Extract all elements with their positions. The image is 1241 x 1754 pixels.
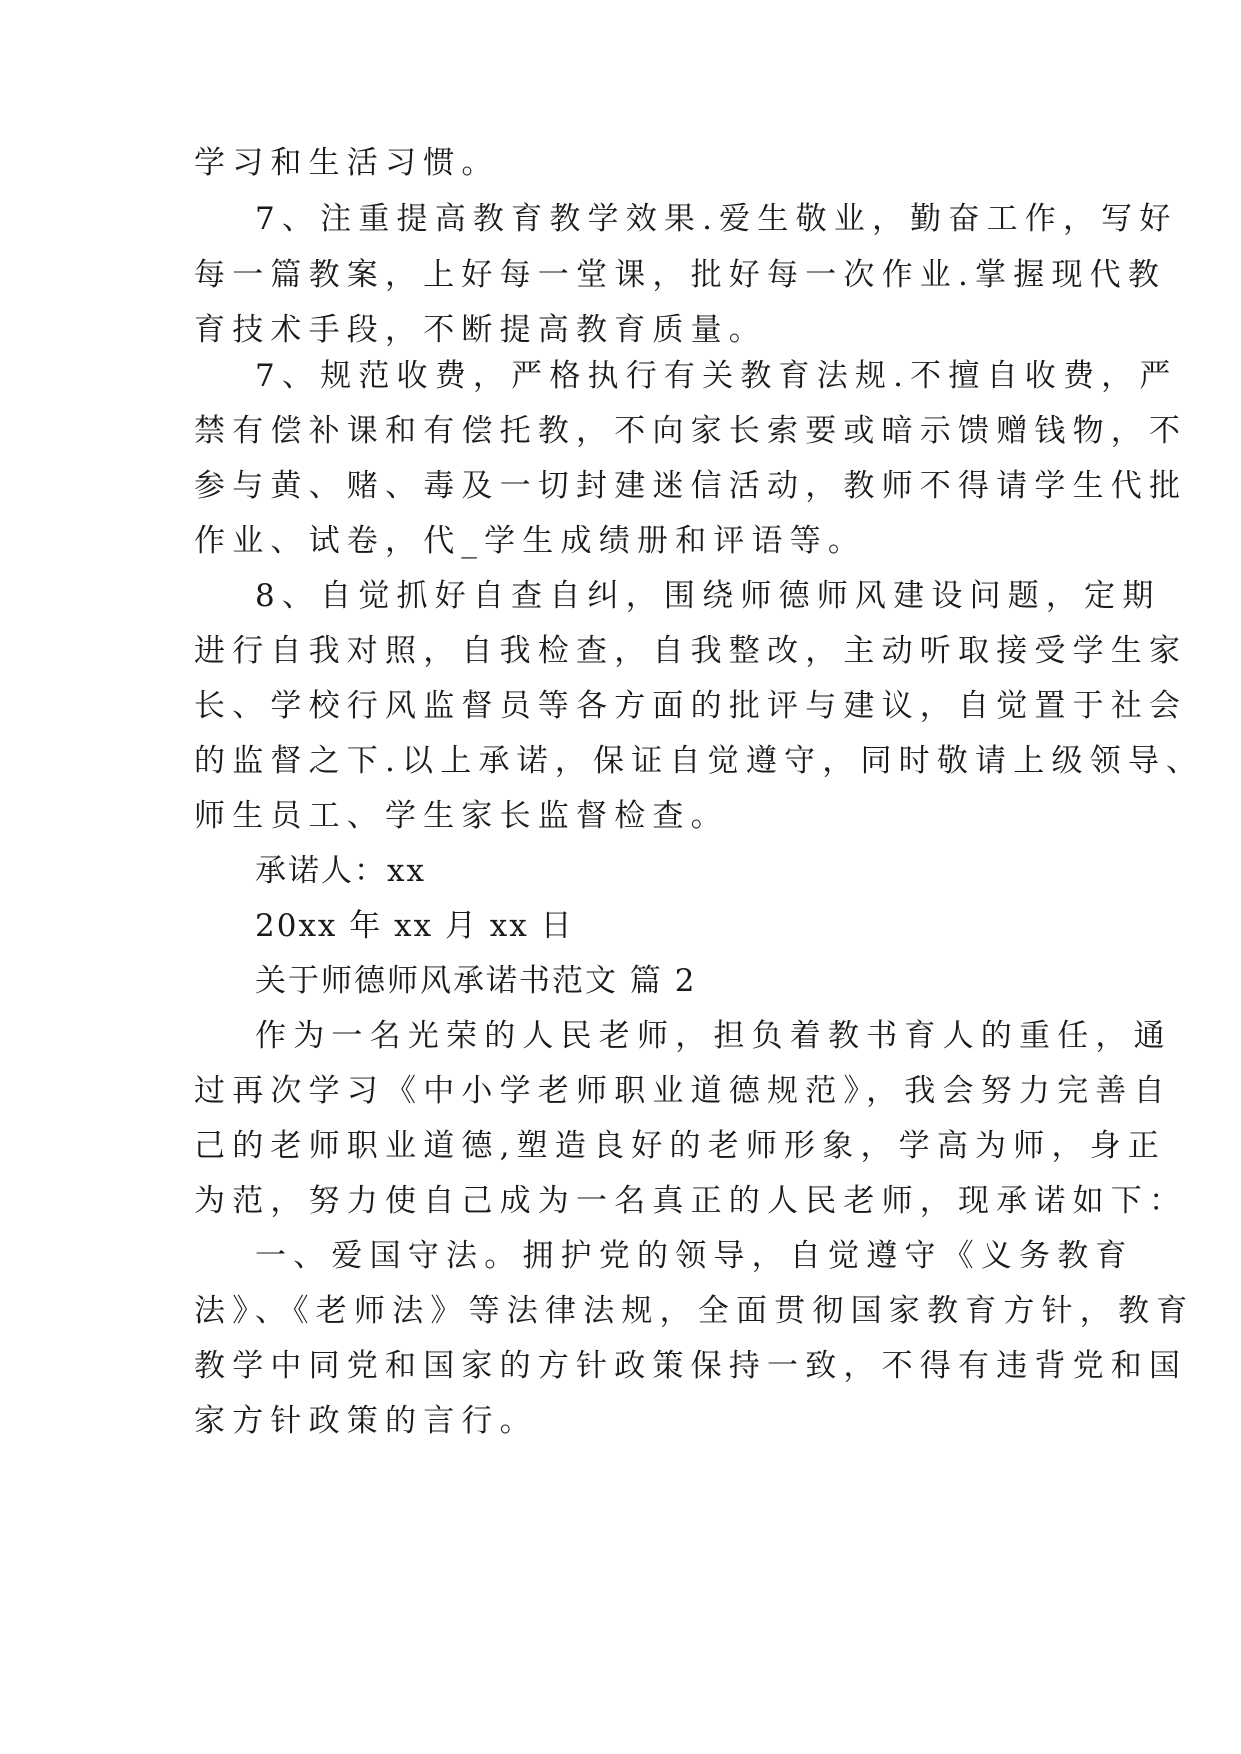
section-heading: 关于师德师风承诺书范文 篇 2 [255, 963, 697, 999]
text-line: 进行自我对照，自我检查，自我整改，主动听取接受学生家 [194, 633, 1188, 669]
date-line: 20xx 年 xx 月 xx 日 [255, 908, 574, 944]
signer-line: 承诺人：xx [255, 853, 426, 889]
text-line: 育技术手段，不断提高教育质量。 [194, 312, 767, 348]
text-line: 己的老师职业道德,塑造良好的老师形象，学高为师，身正 [194, 1128, 1167, 1164]
text-line: 长、学校行风监督员等各方面的批评与建议，自觉置于社会 [194, 688, 1188, 724]
text-line: 过再次学习《中小学老师职业道德规范》，我会努力完善自 [194, 1073, 1172, 1109]
text-line: 师生员工、学生家长监督检查。 [194, 798, 729, 834]
text-line: 教学中同党和国家的方针政策保持一致，不得有违背党和国 [194, 1348, 1188, 1384]
text-line: 每一篇教案，上好每一堂课，批好每一次作业.掌握现代教 [194, 257, 1167, 293]
text-line: 作业、试卷，代_学生成绩册和评语等。 [194, 523, 867, 559]
text-line: 作为一名光荣的人民老师，担负着教书育人的重任，通 [255, 1018, 1172, 1054]
text-line: 禁有偿补课和有偿托教，不向家长索要或暗示馈赠钱物，不 [194, 413, 1188, 449]
text-line: 学习和生活习惯。 [194, 145, 500, 181]
text-line: 家方针政策的言行。 [194, 1403, 538, 1439]
text-line: 8、自觉抓好自查自纠，围绕师德师风建设问题，定期 [255, 578, 1161, 614]
text-line: 为范，努力使自己成为一名真正的人民老师，现承诺如下： [194, 1183, 1188, 1219]
text-line: 参与黄、赌、毒及一切封建迷信活动，教师不得请学生代批 [194, 468, 1188, 504]
text-line: 的监督之下.以上承诺，保证自觉遵守，同时敬请上级领导、 [194, 743, 1205, 779]
text-line: 法》、《老师法》等法律法规，全面贯彻国家教育方针，教育 [194, 1293, 1195, 1329]
text-line: 7、规范收费，严格执行有关教育法规.不擅自收费，严 [255, 358, 1178, 394]
text-line: 7、注重提高教育教学效果.爱生敬业，勤奋工作，写好 [255, 201, 1178, 237]
text-line: 一、爱国守法。拥护党的领导，自觉遵守《义务教育 [255, 1238, 1134, 1274]
